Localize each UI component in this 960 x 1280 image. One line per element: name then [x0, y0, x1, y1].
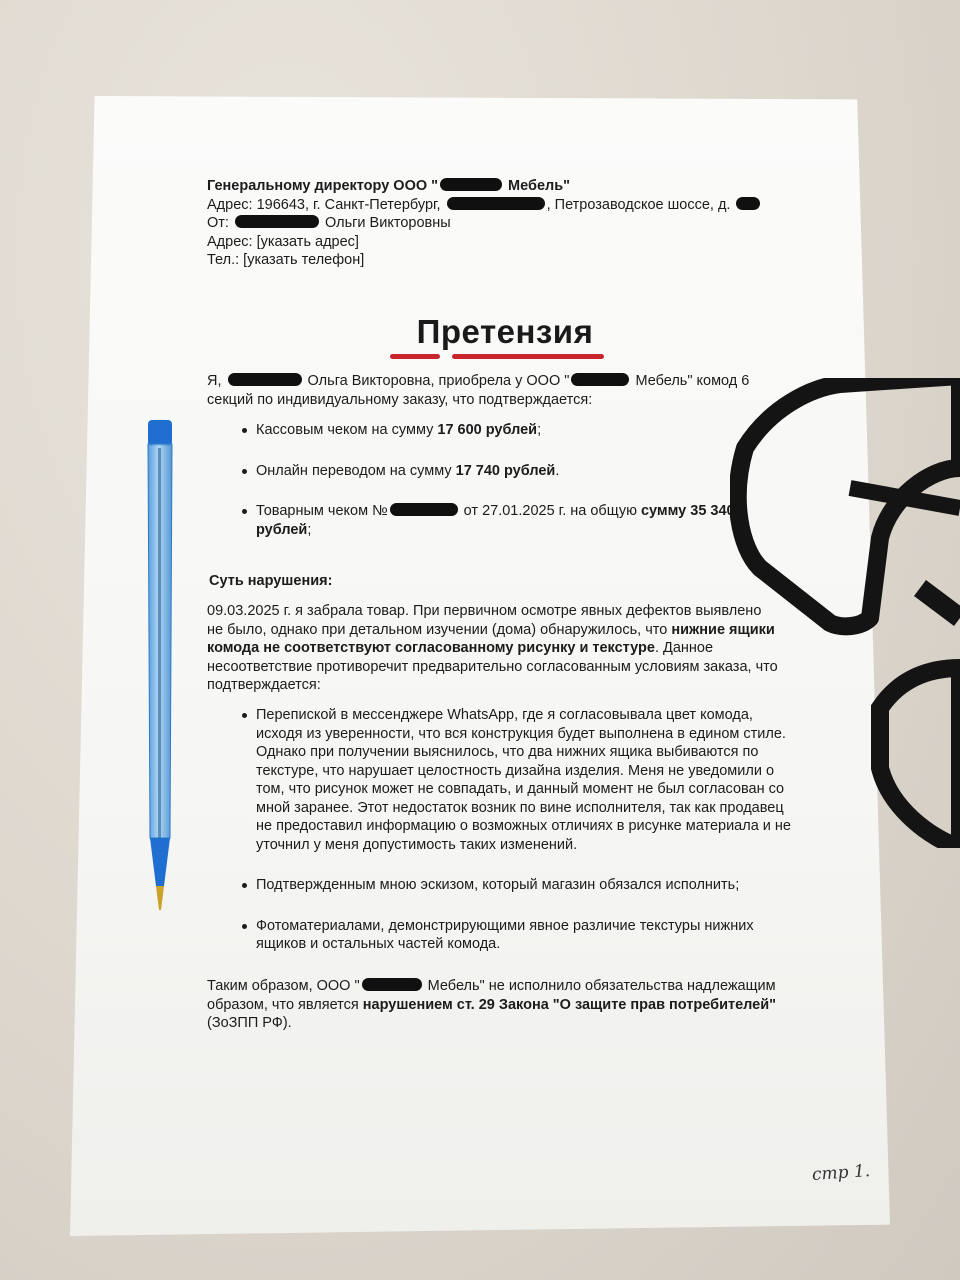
list-item: Фотоматериалами, демонстрирующими явное различие текстуры нижних ящиков и остальных частей комода.	[239, 917, 799, 954]
redaction	[571, 373, 629, 386]
redaction	[228, 373, 302, 386]
intro-paragraph: Я, Ольга Викторовна, приобрела у ООО " Мебель" комод 6 секций по индивидуальному заказу, что подтверждается:	[207, 373, 750, 408]
pen-icon	[140, 418, 180, 918]
section-heading: Суть нарушения:	[209, 573, 333, 589]
sender-address: Адрес: [указать адрес]	[207, 233, 359, 250]
addressee-block	[207, 177, 807, 270]
violation-paragraph: 09.03.2025 г. я забрала товар. При первичном осмотре явных дефектов выявлено не было, однако при детальном изучении (дома) обнаружилось, что нижние ящики комода не соответствуют согласованному рисунку и текстуре. Данное несоответствие противоречит предварительно согласованным условиям заказа, что подтверждается:	[207, 603, 778, 693]
conclusion-paragraph: Таким образом, ООО " Мебель" не исполнило обязательства надлежащим образом, что является нарушением ст. 29 Закона "О защите прав потребителей" (ЗоЗПП РФ).	[207, 978, 777, 1031]
page-title: Претензия	[416, 313, 594, 350]
addressee-line: Генеральному директору ООО " Мебель"	[207, 178, 571, 194]
title-underline	[390, 354, 440, 359]
payment-list	[239, 421, 799, 561]
glasses-icon	[730, 378, 960, 848]
list-item: Онлайн переводом на сумму 17 740 рублей.	[239, 462, 799, 481]
title-underline	[452, 354, 604, 359]
redaction	[447, 197, 545, 210]
sender-line: От: Ольги Викторовны	[207, 215, 451, 231]
redaction	[362, 978, 422, 991]
address-line: Адрес: 196643, г. Санкт-Петербург, , Петрозаводское шоссе, д.	[207, 196, 807, 215]
redaction	[235, 215, 319, 228]
redaction	[736, 197, 760, 210]
list-item: Товарным чеком № от 27.01.2025 г. на общую сумму 35 340 рублей;	[239, 502, 799, 539]
page-number: стр 1.	[811, 1160, 871, 1186]
redaction	[440, 178, 502, 191]
title-block	[390, 313, 620, 351]
list-item: Кассовым чеком на сумму 17 600 рублей;	[239, 421, 799, 440]
evidence-list	[239, 706, 799, 976]
list-item: Подтвержденным мною эскизом, который магазин обязался исполнить;	[239, 876, 799, 895]
sender-phone: Тел.: [указать телефон]	[207, 252, 365, 268]
list-item: Перепиской в мессенджере WhatsApp, где я согласовывала цвет комода, исходя из уверенности, что вся конструкция будет выполнена в едином стиле. Однако при получении выяснилось, что два нижних ящика выбиваются по текстуре, что нарушает целостность дизайна изделия. Меня не уведомили о том, что рисунок может не совпадать, и данный момент не был согласован со мной заранее. Этот недостаток возник по вине исполнителя, так как продавец не предоставил информацию о возможных отличиях в рисунке материала и не уточнил у меня допустимость таких изменений.	[239, 706, 799, 854]
redaction	[390, 503, 458, 516]
